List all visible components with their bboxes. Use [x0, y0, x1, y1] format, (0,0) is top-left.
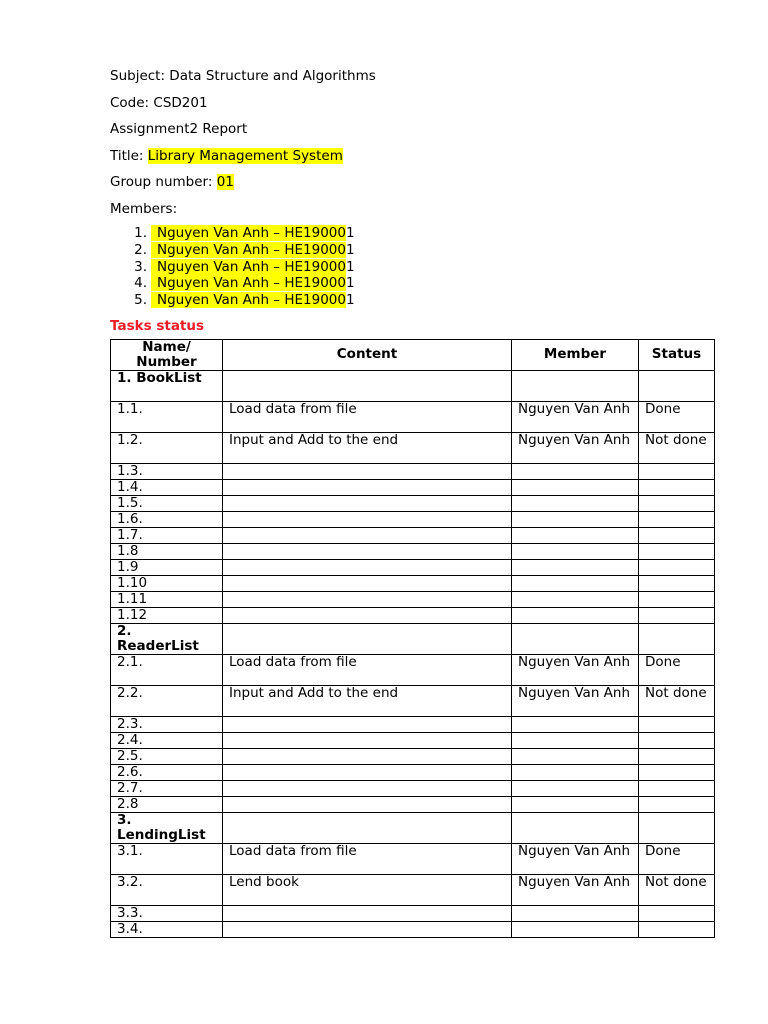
task-status	[639, 607, 715, 623]
task-member	[512, 607, 639, 623]
task-status	[639, 591, 715, 607]
task-content	[223, 623, 512, 654]
task-content	[223, 527, 512, 543]
task-number: 2.3.	[111, 716, 223, 732]
task-number: 1.9	[111, 559, 223, 575]
table-row	[111, 716, 715, 732]
task-content	[223, 764, 512, 780]
table-row	[111, 559, 715, 575]
title-label: Title:	[110, 147, 148, 164]
task-member	[512, 716, 639, 732]
member-id-suffix: 1	[345, 258, 355, 275]
table-row	[111, 748, 715, 764]
task-number: 1.8	[111, 543, 223, 559]
task-number: 2.5.	[111, 748, 223, 764]
title-line	[110, 146, 714, 173]
member-number: 5.	[134, 292, 147, 309]
task-number: 3.3.	[111, 905, 223, 921]
header-content: Content	[223, 339, 512, 370]
task-status	[639, 479, 715, 495]
task-number: 2.7.	[111, 780, 223, 796]
table-row	[111, 780, 715, 796]
task-status	[639, 527, 715, 543]
member-item	[131, 259, 714, 276]
table-row	[111, 432, 715, 463]
task-status	[639, 764, 715, 780]
task-member: Nguyen Van Anh	[512, 432, 639, 463]
task-status	[639, 543, 715, 559]
task-status: Done	[639, 843, 715, 874]
task-number: 2.8	[111, 796, 223, 812]
task-number: 1. BookList	[111, 370, 223, 401]
task-number: 1.7.	[111, 527, 223, 543]
task-content: Lend book	[223, 874, 512, 905]
task-member: Nguyen Van Anh	[512, 685, 639, 716]
member-id-suffix: 1	[345, 241, 355, 258]
task-content: Load data from file	[223, 843, 512, 874]
section-row	[111, 623, 715, 654]
task-content	[223, 780, 512, 796]
table-row	[111, 654, 715, 685]
task-status	[639, 748, 715, 764]
member-name: Nguyen Van Anh – HE19000	[151, 225, 346, 241]
member-item	[131, 292, 714, 309]
task-member	[512, 764, 639, 780]
members-label: Members:	[110, 200, 178, 217]
task-content: Input and Add to the end	[223, 685, 512, 716]
task-number: 1.6.	[111, 511, 223, 527]
task-member	[512, 623, 639, 654]
tasks-status-heading: Tasks status	[110, 317, 205, 334]
task-number: 1.5.	[111, 495, 223, 511]
task-content: Load data from file	[223, 401, 512, 432]
member-number: 2.	[134, 241, 147, 258]
table-row	[111, 401, 715, 432]
header-status: Status	[639, 339, 715, 370]
task-number: 1.1.	[111, 401, 223, 432]
task-status	[639, 812, 715, 843]
task-status: Not done	[639, 685, 715, 716]
task-status	[639, 495, 715, 511]
task-member	[512, 780, 639, 796]
report-line: Assignment2 Report	[110, 121, 248, 137]
table-row	[111, 591, 715, 607]
table-row	[111, 607, 715, 623]
task-member	[512, 796, 639, 812]
member-name: Nguyen Van Anh – HE19000	[151, 259, 346, 275]
member-name: Nguyen Van Anh – HE19000	[151, 292, 346, 308]
title-value: Library Management System	[147, 147, 343, 164]
task-number: 2.1.	[111, 654, 223, 685]
task-content	[223, 716, 512, 732]
task-number: 2.6.	[111, 764, 223, 780]
member-item	[131, 225, 714, 242]
table-row	[111, 921, 715, 937]
table-header-row	[111, 339, 715, 370]
header-number: Name/ Number	[111, 339, 223, 370]
members-list	[110, 225, 714, 309]
task-status: Not done	[639, 432, 715, 463]
task-status	[639, 796, 715, 812]
task-member: Nguyen Van Anh	[512, 401, 639, 432]
task-status	[639, 463, 715, 479]
tasks-table	[110, 339, 715, 938]
section-row	[111, 812, 715, 843]
task-member	[512, 732, 639, 748]
task-member	[512, 370, 639, 401]
task-content	[223, 495, 512, 511]
task-number: 1.12	[111, 607, 223, 623]
task-content	[223, 796, 512, 812]
task-member	[512, 463, 639, 479]
task-member: Nguyen Van Anh	[512, 874, 639, 905]
task-number: 3. LendingList	[111, 812, 223, 843]
task-status: Not done	[639, 874, 715, 905]
task-content	[223, 607, 512, 623]
member-number: 1.	[134, 225, 147, 241]
task-content	[223, 543, 512, 559]
member-id-suffix: 1	[345, 225, 355, 241]
task-content	[223, 479, 512, 495]
task-status	[639, 780, 715, 796]
report-document	[110, 66, 714, 938]
task-member	[512, 559, 639, 575]
task-number: 2. ReaderList	[111, 623, 223, 654]
task-content	[223, 905, 512, 921]
member-id-suffix: 1	[345, 292, 355, 309]
task-content	[223, 812, 512, 843]
table-row	[111, 905, 715, 921]
member-number: 4.	[134, 275, 147, 292]
task-number: 3.2.	[111, 874, 223, 905]
task-status	[639, 575, 715, 591]
task-content	[223, 575, 512, 591]
table-row	[111, 843, 715, 874]
task-number: 2.2.	[111, 685, 223, 716]
task-status	[639, 732, 715, 748]
member-name: Nguyen Van Anh – HE19000	[151, 275, 346, 291]
member-item	[131, 242, 714, 259]
member-name: Nguyen Van Anh – HE19000	[151, 242, 346, 258]
member-number: 3.	[134, 258, 147, 275]
table-row	[111, 479, 715, 495]
task-status	[639, 511, 715, 527]
section-row	[111, 370, 715, 401]
task-member	[512, 527, 639, 543]
task-member	[512, 495, 639, 511]
task-member	[512, 479, 639, 495]
task-number: 3.4.	[111, 921, 223, 937]
task-number: 3.1.	[111, 843, 223, 874]
task-status	[639, 905, 715, 921]
task-content	[223, 748, 512, 764]
group-label: Group number:	[110, 174, 217, 190]
task-content	[223, 921, 512, 937]
table-row	[111, 685, 715, 716]
task-number: 1.11	[111, 591, 223, 607]
task-content	[223, 559, 512, 575]
task-content	[223, 463, 512, 479]
task-status: Done	[639, 401, 715, 432]
task-member	[512, 575, 639, 591]
task-content: Load data from file	[223, 654, 512, 685]
table-row	[111, 543, 715, 559]
table-row	[111, 511, 715, 527]
table-row	[111, 732, 715, 748]
task-member	[512, 511, 639, 527]
task-content: Input and Add to the end	[223, 432, 512, 463]
code-line: Code: CSD201	[110, 94, 208, 111]
table-row	[111, 575, 715, 591]
task-member	[512, 591, 639, 607]
task-member	[512, 543, 639, 559]
table-row	[111, 796, 715, 812]
task-member	[512, 921, 639, 937]
group-value: 01	[216, 174, 234, 190]
group-line	[110, 172, 714, 199]
member-item	[131, 275, 714, 292]
task-member: Nguyen Van Anh	[512, 843, 639, 874]
task-member	[512, 812, 639, 843]
task-status	[639, 921, 715, 937]
subject-line: Subject: Data Structure and Algorithms	[110, 68, 376, 84]
task-content	[223, 370, 512, 401]
task-status	[639, 716, 715, 732]
header-member: Member	[512, 339, 639, 370]
member-id-suffix: 1	[345, 275, 355, 292]
task-member	[512, 905, 639, 921]
task-status: Done	[639, 654, 715, 685]
task-number: 1.10	[111, 575, 223, 591]
table-row	[111, 495, 715, 511]
task-status	[639, 623, 715, 654]
task-number: 1.4.	[111, 479, 223, 495]
table-row	[111, 874, 715, 905]
task-member: Nguyen Van Anh	[512, 654, 639, 685]
task-status	[639, 559, 715, 575]
task-content	[223, 591, 512, 607]
table-row	[111, 463, 715, 479]
table-row	[111, 527, 715, 543]
task-member	[512, 748, 639, 764]
task-number: 1.3.	[111, 463, 223, 479]
task-content	[223, 732, 512, 748]
task-number: 1.2.	[111, 432, 223, 463]
task-number: 2.4.	[111, 732, 223, 748]
task-status	[639, 370, 715, 401]
table-row	[111, 764, 715, 780]
task-content	[223, 511, 512, 527]
